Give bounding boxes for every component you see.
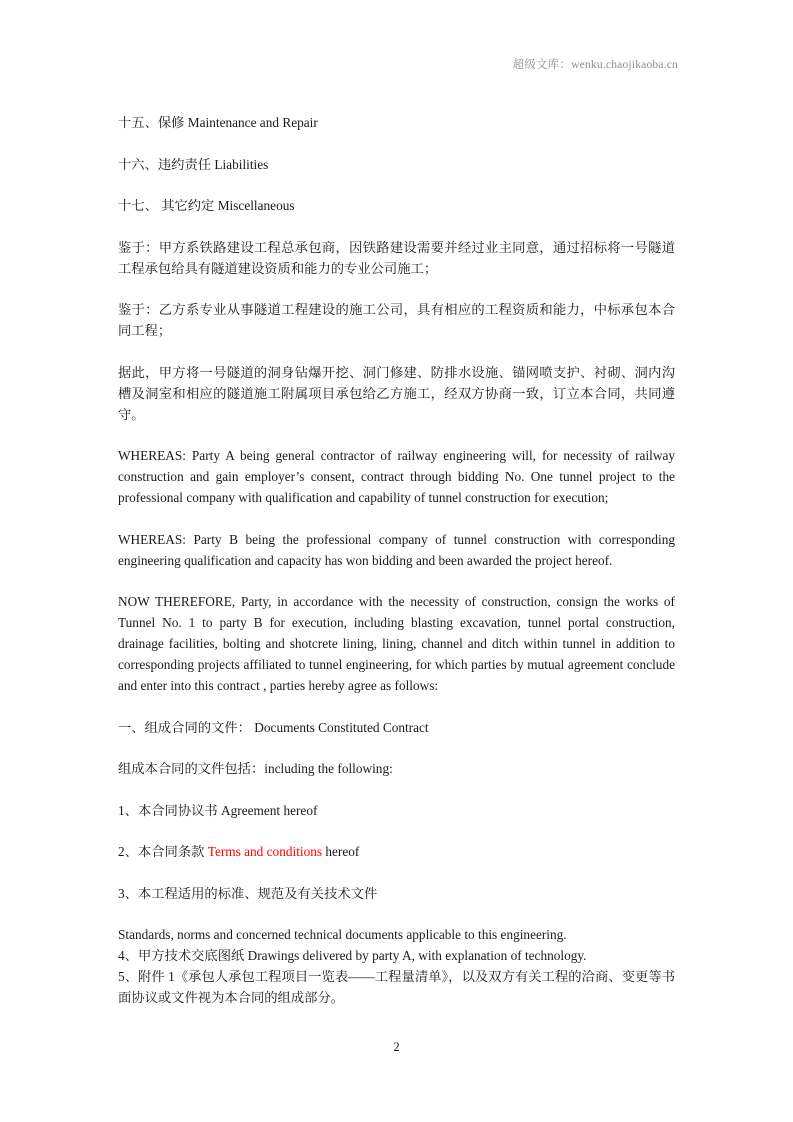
contract-document-item-3: 3、本工程适用的标准、规范及有关技术文件 [118, 885, 378, 901]
recital-scope-chinese: 据此，甲方将一号隧道的洞身钻爆开挖、洞门修建、防排水设施、锚网喷支护、衬砌、洞内沟槽及洞室和相应的隧道施工附属项目承包给乙方施工，经双方协商一致，订立本合同，共同遵守。 [118, 364, 675, 422]
contract-document-item-2-highlight: Terms and conditions [207, 844, 323, 859]
contract-document-item-5: 5、附件 1《承包人承包工程项目一览表——工程量清单》，以及双方有关工程的洽商、变更等书面协议或文件视为本合同的组成部分。 [118, 969, 675, 1005]
contract-document-item-2-suffix: hereof [322, 844, 360, 859]
section-heading-16: 十六、违约责任 Liabilities [118, 156, 269, 172]
contract-document-item-1: 1、本合同协议书 Agreement hereof [118, 802, 318, 818]
page-number: 2 [393, 1040, 400, 1054]
section-heading-17: 十七、 其它约定 Miscellaneous [118, 198, 295, 213]
recital-party-a-chinese: 鉴于：甲方系铁路建设工程总承包商，因铁路建设需要并经过业主同意，通过招标将一号隧道工程承包给具有隧道建设资质和能力的专业公司施工； [118, 239, 675, 276]
document-body [118, 112, 675, 1008]
article-one-title: 一、组成合同的文件： Documents Constituted Contract [118, 719, 429, 735]
contract-document-item-4: 4、甲方技术交底图纸 Drawings delivered by party A, with explanation of technology. [118, 948, 587, 963]
watermark-text: 超级文库：wenku.chaojikaoba.cn [512, 59, 678, 71]
contract-document-item-3-note: Standards, norms and concerned technical documents applicable to this engineering. [118, 927, 567, 942]
whereas-party-a-english: WHEREAS: Party A being general contractor of railway engineering will, for necessity of railway construction and gain employer’s consent, contract through bidding No. One tunnel project to the professional company with qualification and capability of tunnel construction for execution; [118, 448, 675, 505]
now-therefore-english: NOW THEREFORE, Party, in accordance with the necessity of construction, consign the works of Tunnel No. 1 to party B for execution, including blasting excavation, tunnel portal construction, drainage facilities, bolting and shotcrete lining, lining, channel and ditch within tunnel in addition to corresponding projects affiliated to tunnel engineering, for which parties by mutual agreement conclude and enter into this contract , parties hereby agree as follows: [118, 594, 675, 693]
article-one-intro: 组成本合同的文件包括：including the following: [118, 761, 393, 776]
section-heading-15: 十五、保修 Maintenance and Repair [118, 115, 318, 130]
recital-party-b-chinese: 鉴于：乙方系专业从事隧道工程建设的施工公司，具有相应的工程资质和能力，中标承包本合同工程； [118, 302, 675, 338]
contract-document-item-2 [118, 841, 675, 862]
contract-document-item-2-prefix: 2、本合同条款 [118, 844, 208, 859]
whereas-party-b-english: WHEREAS: Party B being the professional company of tunnel construction with corresponding engineering qualification and capacity has won bidding and been awarded the project hereof. [118, 531, 675, 568]
